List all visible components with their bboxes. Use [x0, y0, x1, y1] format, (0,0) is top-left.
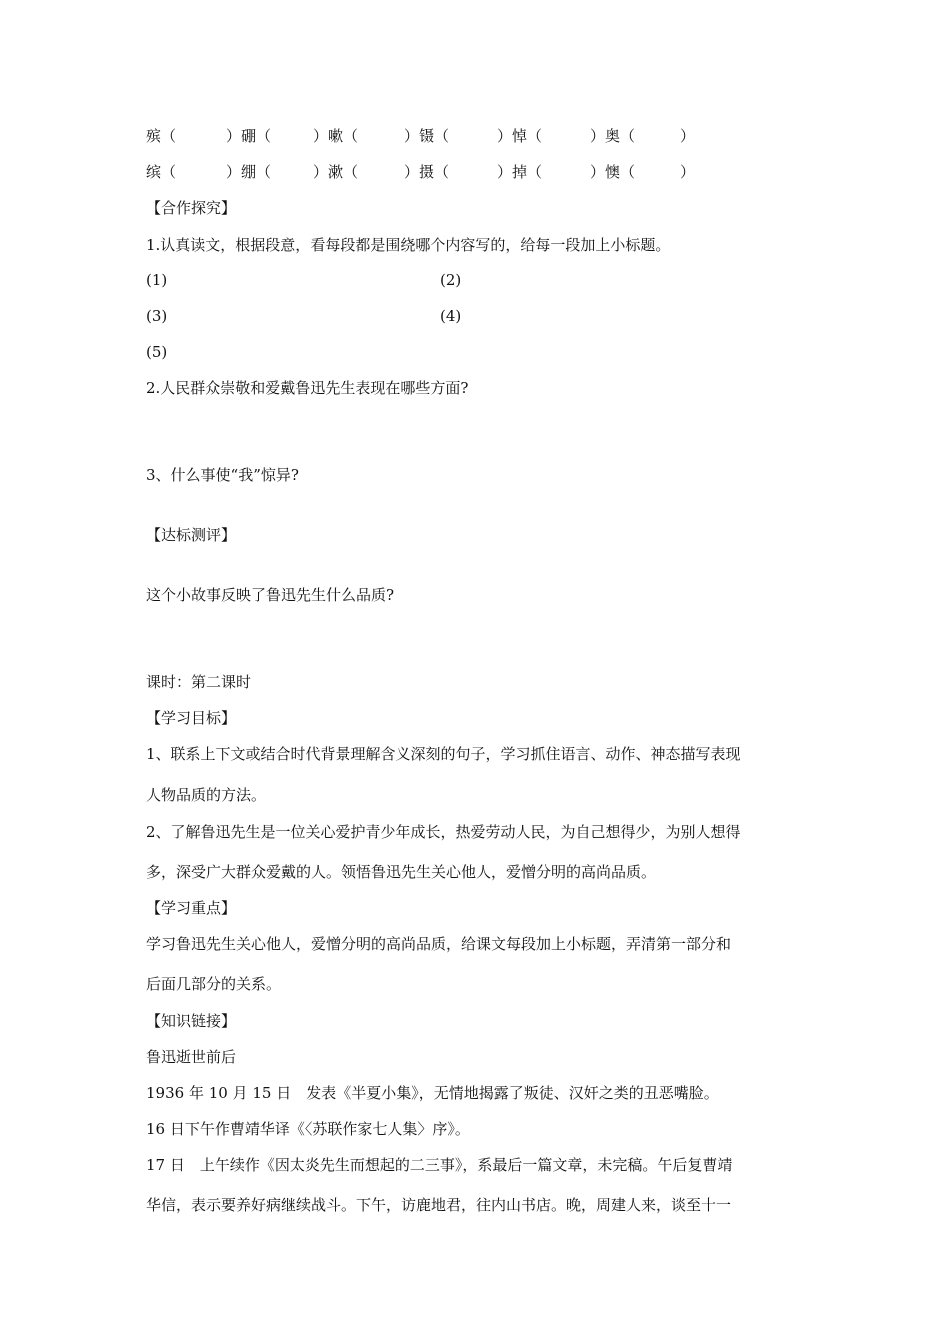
blank-label: (5) — [146, 343, 168, 361]
lesson-time: 课时：第二课时 — [146, 673, 252, 691]
timeline-line-4: 华信，表示要养好病继续战斗。下午，访鹿地君，往内山书店。晚，周建人来，谈至十一 — [146, 1196, 732, 1214]
char-cell: 缤（ — [146, 163, 177, 181]
question-2: 2.人民群众崇敬和爱戴鲁迅先生表现在哪些方面? — [146, 379, 469, 397]
blank-label: (2) — [440, 271, 462, 289]
char-cell: ）漱（ — [313, 163, 359, 181]
char-cell: ）摄（ — [404, 163, 450, 181]
char-cell: ） — [680, 163, 696, 181]
char-cell: ） — [680, 127, 696, 145]
assessment-question: 这个小故事反映了鲁迅先生什么品质? — [146, 586, 395, 604]
char-cell: ）绷（ — [226, 163, 272, 181]
goal-1-line-1: 1、联系上下文或结合时代背景理解含义深刻的句子，学习抓住语言、动作、神态描写表现 — [146, 745, 741, 763]
knowledge-title: 鲁迅逝世前后 — [146, 1048, 237, 1066]
section-heading-goals: 【学习目标】 — [146, 709, 237, 727]
timeline-line-1: 1936 年 10 月 15 日 发表《半夏小集》，无情地揭露了叛徒、汉奸之类的丑恶嘴脸。 — [146, 1084, 719, 1102]
goal-2-line-2: 多，深受广大群众爱戴的人。领悟鲁迅先生关心他人，爱憎分明的高尚品质。 — [146, 863, 657, 881]
section-heading-assessment: 【达标测评】 — [146, 526, 237, 544]
char-cell: ）硼（ — [226, 127, 272, 145]
blank-label: (1) — [146, 271, 168, 289]
blank-label: (4) — [440, 307, 462, 325]
char-cell: ）奥（ — [590, 127, 636, 145]
goal-2-line-1: 2、了解鲁迅先生是一位关心爱护青少年成长，热爱劳动人民，为自己想得少，为别人想得 — [146, 823, 741, 841]
char-cell: ）嗽（ — [313, 127, 359, 145]
char-cell: ）懊（ — [590, 163, 636, 181]
char-cell: ）掉（ — [497, 163, 543, 181]
question-3: 3、什么事使“我”惊异? — [146, 466, 299, 484]
char-cell: ）悼（ — [497, 127, 543, 145]
question-1: 1.认真读文，根据段意，看每段都是围绕哪个内容写的，给每一段加上小标题。 — [146, 236, 671, 254]
goal-1-line-2: 人物品质的方法。 — [146, 786, 267, 804]
focus-line-2: 后面几部分的关系。 — [146, 975, 282, 993]
char-cell: 殡（ — [146, 127, 177, 145]
section-heading-cooperation: 【合作探究】 — [146, 199, 237, 217]
section-heading-focus: 【学习重点】 — [146, 899, 237, 917]
timeline-line-3: 17 日 上午续作《因太炎先生而想起的二三事》，系最后一篇文章，未完稿。午后复曹靖 — [146, 1156, 733, 1174]
timeline-line-2: 16 日下午作曹靖华译《〈苏联作家七人集〉序》。 — [146, 1120, 470, 1138]
char-cell: ）镊（ — [404, 127, 450, 145]
section-heading-knowledge-link: 【知识链接】 — [146, 1012, 237, 1030]
focus-line-1: 学习鲁迅先生关心他人，爱憎分明的高尚品质，给课文每段加上小标题，弄清第一部分和 — [146, 935, 732, 953]
blank-label: (3) — [146, 307, 168, 325]
